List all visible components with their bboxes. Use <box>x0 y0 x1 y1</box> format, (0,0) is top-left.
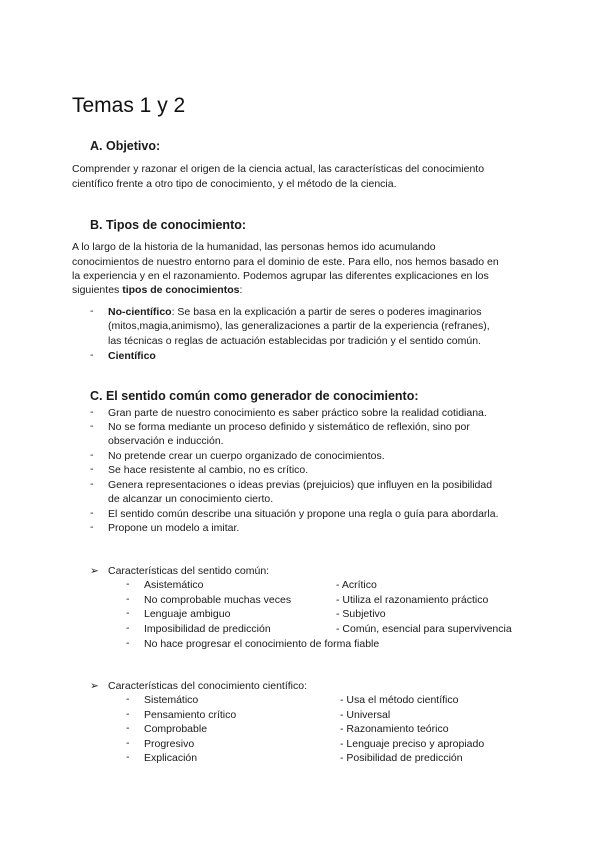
text-span: Posibilidad de predicción <box>346 752 463 764</box>
dash-bullet: - <box>126 751 130 763</box>
section-c-heading: C. El sentido común como generador de conocimiento: <box>90 389 419 403</box>
section-b-heading: B. Tipos de conocimiento: <box>90 218 247 232</box>
dash-bullet: - <box>126 593 130 605</box>
dash-bullet: - <box>126 708 130 720</box>
list-item-cont: observación e inducción. <box>108 435 224 447</box>
text-span: siguientes <box>72 284 123 296</box>
dash-bullet: - <box>126 737 130 749</box>
dash-bullet: - <box>126 578 130 590</box>
dash-bullet: - <box>126 622 130 634</box>
list-item: No pretende crear un cuerpo organizado de conocimientos. <box>108 450 385 462</box>
page-title: Temas 1 y 2 <box>72 94 186 117</box>
section-b-line-3: la experiencia y en el razonamiento. Podemos agrupar las diferentes explicaciones en los <box>72 270 489 282</box>
text-span: Razonamiento teórico <box>346 723 449 735</box>
list-item-cont: (mitos,magia,animismo), las generalizaciones a partir de la experiencia (refranes), <box>108 320 490 332</box>
cientifico-heading: Características del conocimiento científico: <box>108 680 308 692</box>
text-span: Lenguaje preciso y apropiado <box>346 738 485 750</box>
dash-bullet: - <box>126 637 130 649</box>
list-item: Se hace resistente al cambio, no es crítico. <box>108 464 309 476</box>
dash-bullet: - <box>90 449 94 461</box>
bold-text: Científico <box>108 350 156 362</box>
list-item: Gran parte de nuestro conocimiento es saber práctico sobre la realidad cotidiana. <box>108 407 487 419</box>
list-item: - Subjetivo <box>336 608 386 620</box>
section-a-line-2: científico frente a otro tipo de conocimiento, y el método de la ciencia. <box>72 178 397 190</box>
section-a-line-1: Comprender y razonar el origen de la ciencia actual, las características del conocimiento <box>72 163 485 175</box>
dash-bullet: - <box>90 463 94 475</box>
list-item: Progresivo <box>144 738 195 750</box>
bold-text: No-científico <box>108 306 172 318</box>
list-item: - Utiliza el razonamiento práctico <box>336 594 489 606</box>
text-span: Acrítico <box>341 579 377 591</box>
text-span: Universal <box>346 709 391 721</box>
list-item: No hace progresar el conocimiento de forma fiable <box>144 638 380 650</box>
list-item: Genera representaciones o ideas previas (prejuicios) que influyen en la posibilidad <box>108 479 493 491</box>
list-item: - Acrítico <box>336 579 377 591</box>
section-b-line-2: conocimientos de nuestro entorno para el dominio de este. Para ello, nos hemos basado en <box>72 256 499 268</box>
list-item: - Razonamiento teórico <box>340 723 449 735</box>
list-item: Imposibilidad de predicción <box>144 623 271 635</box>
section-b-line-1: A lo largo de la historia de la humanidad, las personas hemos ido acumulando <box>72 241 436 253</box>
list-item: Lenguaje ambiguo <box>144 608 231 620</box>
dash-bullet: - <box>90 406 94 418</box>
text-span: : <box>239 284 243 296</box>
list-item: No comprobable muchas veces <box>144 594 292 606</box>
dash-bullet: - <box>126 607 130 619</box>
list-item: No se forma mediante un proceso definido y sistemático de reflexión, sino por <box>108 421 470 433</box>
section-b-line-4 <box>72 283 242 298</box>
dash-bullet: - <box>90 507 94 519</box>
list-item: Explicación <box>144 752 198 764</box>
sentido-comun-heading: Características del sentido común: <box>108 565 270 577</box>
section-a-heading: A. Objetivo: <box>90 139 161 153</box>
text-span: Usa el método científico <box>346 694 459 706</box>
text-span: Común, esencial para supervivencia <box>342 623 512 635</box>
list-item <box>108 305 482 320</box>
dash-bullet: - <box>90 521 94 533</box>
dash-bullet: - <box>90 349 94 361</box>
text-span: : Se basa en la explicación a partir de seres o poderes imaginarios <box>171 306 482 318</box>
list-item: Comprobable <box>144 723 208 735</box>
list-item: - Universal <box>340 709 391 721</box>
list-item: Sistemático <box>144 694 199 706</box>
text-span: Utiliza el razonamiento práctico <box>342 594 489 606</box>
text-span: Subjetivo <box>342 608 386 620</box>
list-item-cont: de alcanzar un conocimiento cierto. <box>108 493 274 505</box>
list-item: Propone un modelo a imitar. <box>108 522 240 534</box>
list-item <box>108 349 156 364</box>
list-item: Pensamiento crítico <box>144 709 237 721</box>
dash-bullet: - <box>90 478 94 490</box>
list-item: - Común, esencial para supervivencia <box>336 623 512 635</box>
list-item: - Posibilidad de predicción <box>340 752 463 764</box>
dash-bullet: - <box>90 305 94 317</box>
bold-text: tipos de conocimientos <box>122 284 240 296</box>
arrow-bullet-icon: ➢ <box>90 680 99 692</box>
list-item: - Usa el método científico <box>340 694 459 706</box>
list-item: - Lenguaje preciso y apropiado <box>340 738 485 750</box>
list-item: Asistemático <box>144 579 204 591</box>
arrow-bullet-icon: ➢ <box>90 565 99 577</box>
list-item: El sentido común describe una situación y propone una regla o guía para abordarla. <box>108 508 499 520</box>
dash-bullet: - <box>126 722 130 734</box>
list-item-cont: las técnicas o reglas de actuación establecidas por tradición y el sentido común. <box>108 335 481 347</box>
dash-bullet: - <box>126 693 130 705</box>
dash-bullet: - <box>90 420 94 432</box>
